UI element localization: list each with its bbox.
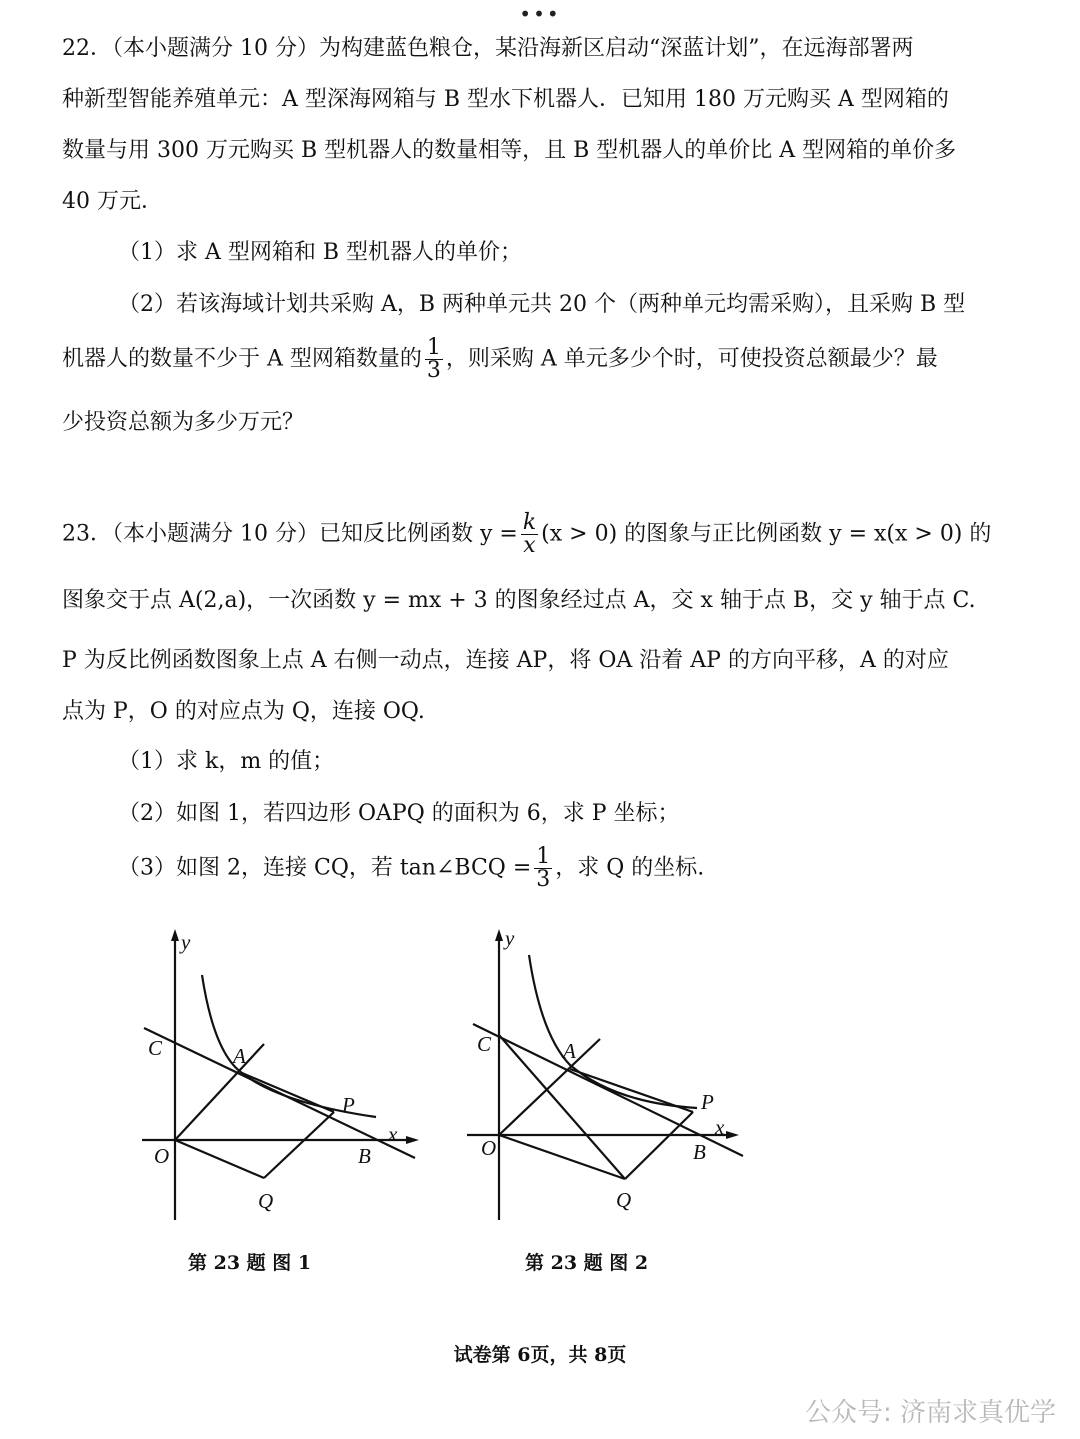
fig2-label-p: P bbox=[701, 1090, 714, 1114]
q22-line-1: 22．（本小题满分 10 分）为构建蓝色粮仓，某沿海新区启动“深蓝计划”，在远海部署两 bbox=[62, 36, 914, 61]
fig2-line-pq bbox=[625, 1112, 693, 1179]
q23-part-3-text-a: （3）如图 2，连接 CQ，若 tan∠BCQ = bbox=[118, 855, 532, 881]
q23-line-2: 图象交于点 A(2,a)，一次函数 y = mx + 3 的图象经过点 A，交 x 轴于点 B，交 y 轴于点 C. bbox=[62, 588, 976, 613]
fig2-label-b: B bbox=[693, 1140, 706, 1164]
q22-line-2: 种新型智能养殖单元：A 型深海网箱与 B 型水下机器人．已知用 180 万元购买 A 型网箱的 bbox=[62, 87, 949, 112]
fig2-label-x: x bbox=[715, 1115, 725, 1139]
fig1-line-pq bbox=[264, 1112, 334, 1178]
q23-line-1 bbox=[62, 512, 991, 557]
q23-line-1-text-a: 23．（本小题满分 10 分）已知反比例函数 y = bbox=[62, 521, 518, 547]
fig2-label-a: A bbox=[563, 1039, 576, 1063]
q23-tan-numerator: 1 bbox=[536, 844, 551, 869]
fig2-label-c: C bbox=[477, 1032, 492, 1056]
fig1-x-arrow bbox=[406, 1136, 419, 1144]
fig1-y-arrow bbox=[171, 929, 179, 941]
q22-fraction-numerator: 1 bbox=[426, 335, 441, 360]
q22-part-2-line-3: 少投资总额为多少万元？ bbox=[62, 410, 305, 435]
fig2-x-arrow bbox=[726, 1131, 739, 1139]
q22-part-2-text-a: 机器人的数量不少于 A 型网箱数量的 bbox=[62, 346, 422, 372]
fig2-y-arrow bbox=[495, 929, 503, 941]
top-dots: ••• bbox=[519, 2, 561, 26]
q23-part-1: （1）求 k，m 的值； bbox=[118, 749, 335, 774]
q23-part-3 bbox=[118, 846, 704, 891]
figure-1-caption: 第 23 题 图 1 bbox=[188, 1252, 312, 1274]
fig2-line-ap bbox=[570, 1069, 693, 1112]
q23-line-1-text-b: (x > 0) 的图象与正比例函数 y = x(x > 0) 的 bbox=[541, 521, 992, 547]
q23-fraction-k-over-x bbox=[521, 512, 538, 557]
q23-fraction-denominator: x bbox=[523, 533, 536, 558]
q22-part-2-text-b: ，则采购 A 单元多少个时，可使投资总额最少？最 bbox=[445, 346, 938, 372]
figure-2 bbox=[455, 925, 755, 1225]
fig1-label-b: B bbox=[358, 1144, 371, 1168]
figure-2-caption: 第 23 题 图 2 bbox=[525, 1252, 649, 1274]
fig1-line-oa bbox=[175, 1044, 264, 1140]
fig1-label-p: P bbox=[342, 1093, 355, 1117]
page-footer: 试卷第 6页，共 8页 bbox=[453, 1344, 627, 1366]
fig1-label-o: O bbox=[154, 1144, 170, 1168]
fig2-label-q: Q bbox=[616, 1188, 632, 1212]
q22-part-2-line-2 bbox=[62, 337, 938, 382]
figure-1 bbox=[130, 925, 430, 1225]
fig1-line-cb bbox=[144, 1028, 415, 1158]
q22-line-3: 数量与用 300 万元购买 B 型机器人的数量相等，且 B 型机器人的单价比 A 型网箱的单价多 bbox=[62, 138, 957, 163]
fig1-label-c: C bbox=[148, 1036, 163, 1060]
q23-line-4: 点为 P，O 的对应点为 Q，连接 OQ. bbox=[62, 699, 425, 724]
fig1-label-q: Q bbox=[258, 1189, 274, 1213]
fig1-line-oq bbox=[175, 1140, 264, 1178]
q23-part-3-text-b: ，求 Q 的坐标. bbox=[555, 855, 705, 881]
fig1-line-ap bbox=[242, 1073, 334, 1112]
q23-fraction-tan bbox=[534, 846, 552, 891]
fig1-label-a: A bbox=[233, 1044, 246, 1068]
q22-fraction-denominator: 3 bbox=[426, 358, 441, 383]
q23-tan-denominator: 3 bbox=[536, 867, 551, 892]
q22-line-4: 40 万元． bbox=[62, 189, 163, 214]
fig1-label-y: y bbox=[181, 930, 191, 954]
q22-fraction bbox=[425, 337, 443, 382]
q22-part-1: （1）求 A 型网箱和 B 型机器人的单价； bbox=[118, 240, 523, 265]
fig2-label-o: O bbox=[481, 1136, 497, 1160]
q23-line-3: P 为反比例函数图象上点 A 右侧一动点，连接 AP，将 OA 沿着 AP 的方向平移，A 的对应 bbox=[62, 648, 949, 673]
watermark: 公众号: 济南求真优学 bbox=[804, 1398, 1056, 1428]
fig1-label-x: x bbox=[388, 1122, 398, 1146]
q23-part-2: （2）如图 1，若四边形 OAPQ 的面积为 6，求 P 坐标； bbox=[118, 801, 680, 826]
q23-fraction-numerator: k bbox=[522, 510, 537, 535]
q22-part-2-line-1: （2）若该海域计划共采购 A，B 两种单元共 20 个（两种单元均需采购），且采购 B 型 bbox=[118, 292, 966, 317]
fig2-label-y: y bbox=[505, 926, 515, 950]
